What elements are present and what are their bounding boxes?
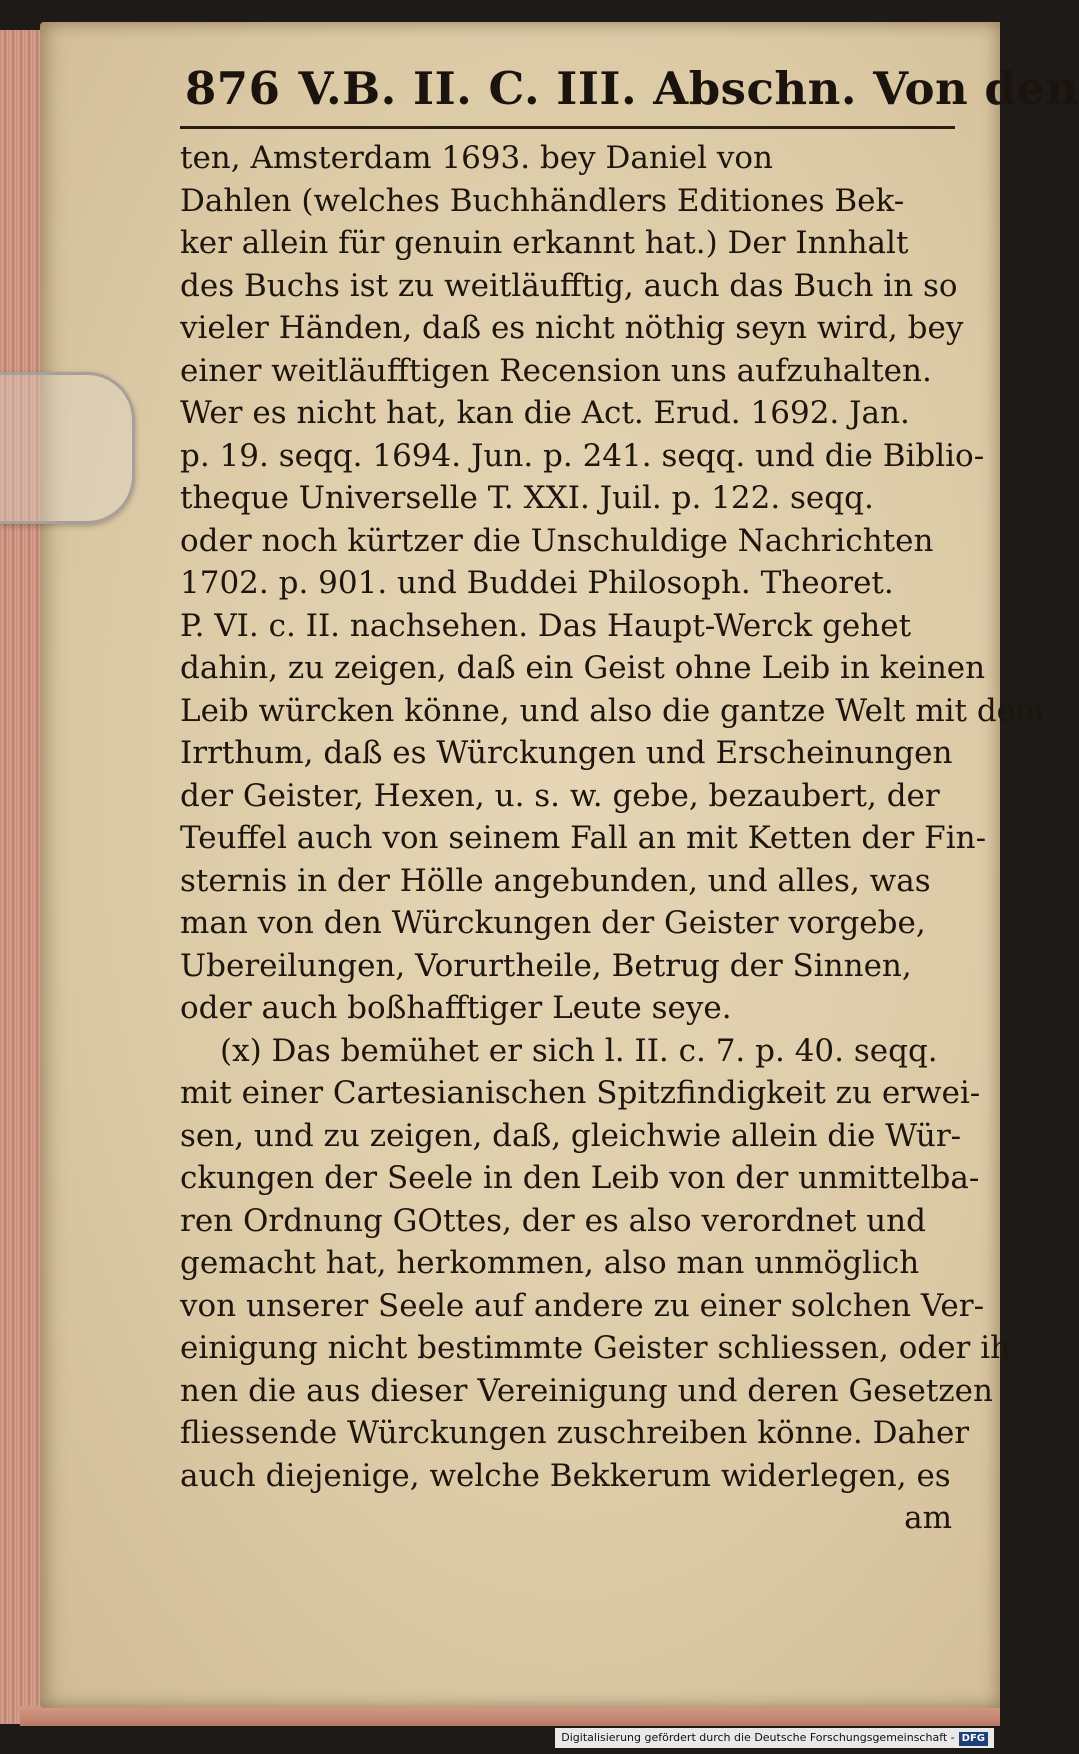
text-line: der Geister, Hexen, u. s. w. gebe, bezaubert, der — [180, 777, 940, 814]
text-line: des Buchs ist zu weitläufftig, auch das Buch in so — [180, 267, 958, 304]
text-line: mit einer Cartesianischen Spitzfindigkeit zu erwei- — [180, 1075, 981, 1111]
credit-text: Digitalisierung gefördert durch die Deutsche Forschungsgemeinschaft - — [561, 1731, 955, 1744]
text-line: Ubereilungen, Vorurtheile, Betrug der Sinnen, — [180, 947, 912, 984]
text-line: ker allein für genuin erkannt hat.) Der Innhalt — [180, 225, 909, 261]
text-line: Teuffel auch von seinem Fall an mit Ketten der Fin- — [180, 820, 987, 856]
text-line: dahin, zu zeigen, daß ein Geist ohne Leib in keinen — [180, 650, 986, 686]
text-line: einer weitläufftigen Recension uns aufzuhalten. — [180, 352, 932, 389]
text-line: Leib würcken könne, und also die gantze Welt mit dem — [180, 692, 1045, 729]
body-text — [180, 137, 1045, 1540]
text-line: vieler Händen, daß es nicht nöthig seyn wird, bey — [180, 310, 964, 346]
dfg-logo: DFG — [959, 1732, 988, 1746]
page-number: 876 — [185, 62, 281, 115]
text-line: sternis in der Hölle angebunden, und alles, was — [180, 862, 931, 899]
text-line: fliessende Würckungen zuschreiben könne. Daher — [180, 1415, 970, 1451]
text-line: sen, und zu zeigen, daß, gleichwie allein die Wür- — [180, 1117, 962, 1154]
running-header — [185, 62, 1079, 128]
text-line: auch diejenige, welche Bekkerum widerlegen, es — [180, 1457, 951, 1494]
text-line: gemacht hat, herkommen, also man unmöglich — [180, 1245, 920, 1281]
text-line: ten, Amsterdam 1693. bey Daniel von — [180, 140, 773, 176]
text-line: ckungen der Seele in den Leib von der unmittelba- — [180, 1160, 980, 1196]
text-line: nen die aus dieser Vereinigung und deren Gesetzen — [180, 1372, 993, 1409]
text-line: theque Universelle T. XXI. Juil. p. 122. seqq. — [180, 480, 874, 516]
page-clip — [0, 372, 135, 524]
text-line: 1702. p. 901. und Buddei Philosoph. Theoret. — [180, 565, 894, 601]
header-rule — [180, 126, 955, 129]
text-line: oder auch boßhafftiger Leute seye. — [180, 990, 732, 1026]
catchword: am — [904, 1500, 952, 1536]
text-line: einigung nicht bestimmte Geister schliessen, oder ih- — [180, 1330, 1021, 1366]
text-line: p. 19. seqq. 1694. Jun. p. 241. seqq. und die Biblio- — [180, 437, 985, 474]
text-line: von unserer Seele auf andere zu einer solchen Ver- — [180, 1287, 985, 1324]
digitization-credit — [555, 1728, 994, 1748]
book-bottom-edge — [20, 1706, 1000, 1726]
footnote-start-line: (x) Das bemühet er sich l. II. c. 7. p. 40. seqq. — [220, 1032, 938, 1069]
text-line: Irrthum, daß es Würckungen und Erscheinungen — [180, 735, 953, 771]
text-line: Wer es nicht hat, kan die Act. Erud. 1692. Jan. — [180, 395, 910, 431]
text-line: oder noch kürtzer die Unschuldige Nachrichten — [180, 522, 934, 559]
text-line: P. VI. c. II. nachsehen. Das Haupt-Werck gehet — [180, 607, 912, 644]
book-fore-edge — [0, 30, 44, 1724]
running-title: V.B. II. C. III. Abschn. Von den — [298, 62, 1079, 115]
text-line: Dahlen (welches Buchhändlers Editiones Bek- — [180, 182, 905, 219]
text-line: man von den Würckungen der Geister vorgebe, — [180, 905, 926, 941]
text-line: ren Ordnung GOttes, der es also verordnet und — [180, 1202, 926, 1239]
